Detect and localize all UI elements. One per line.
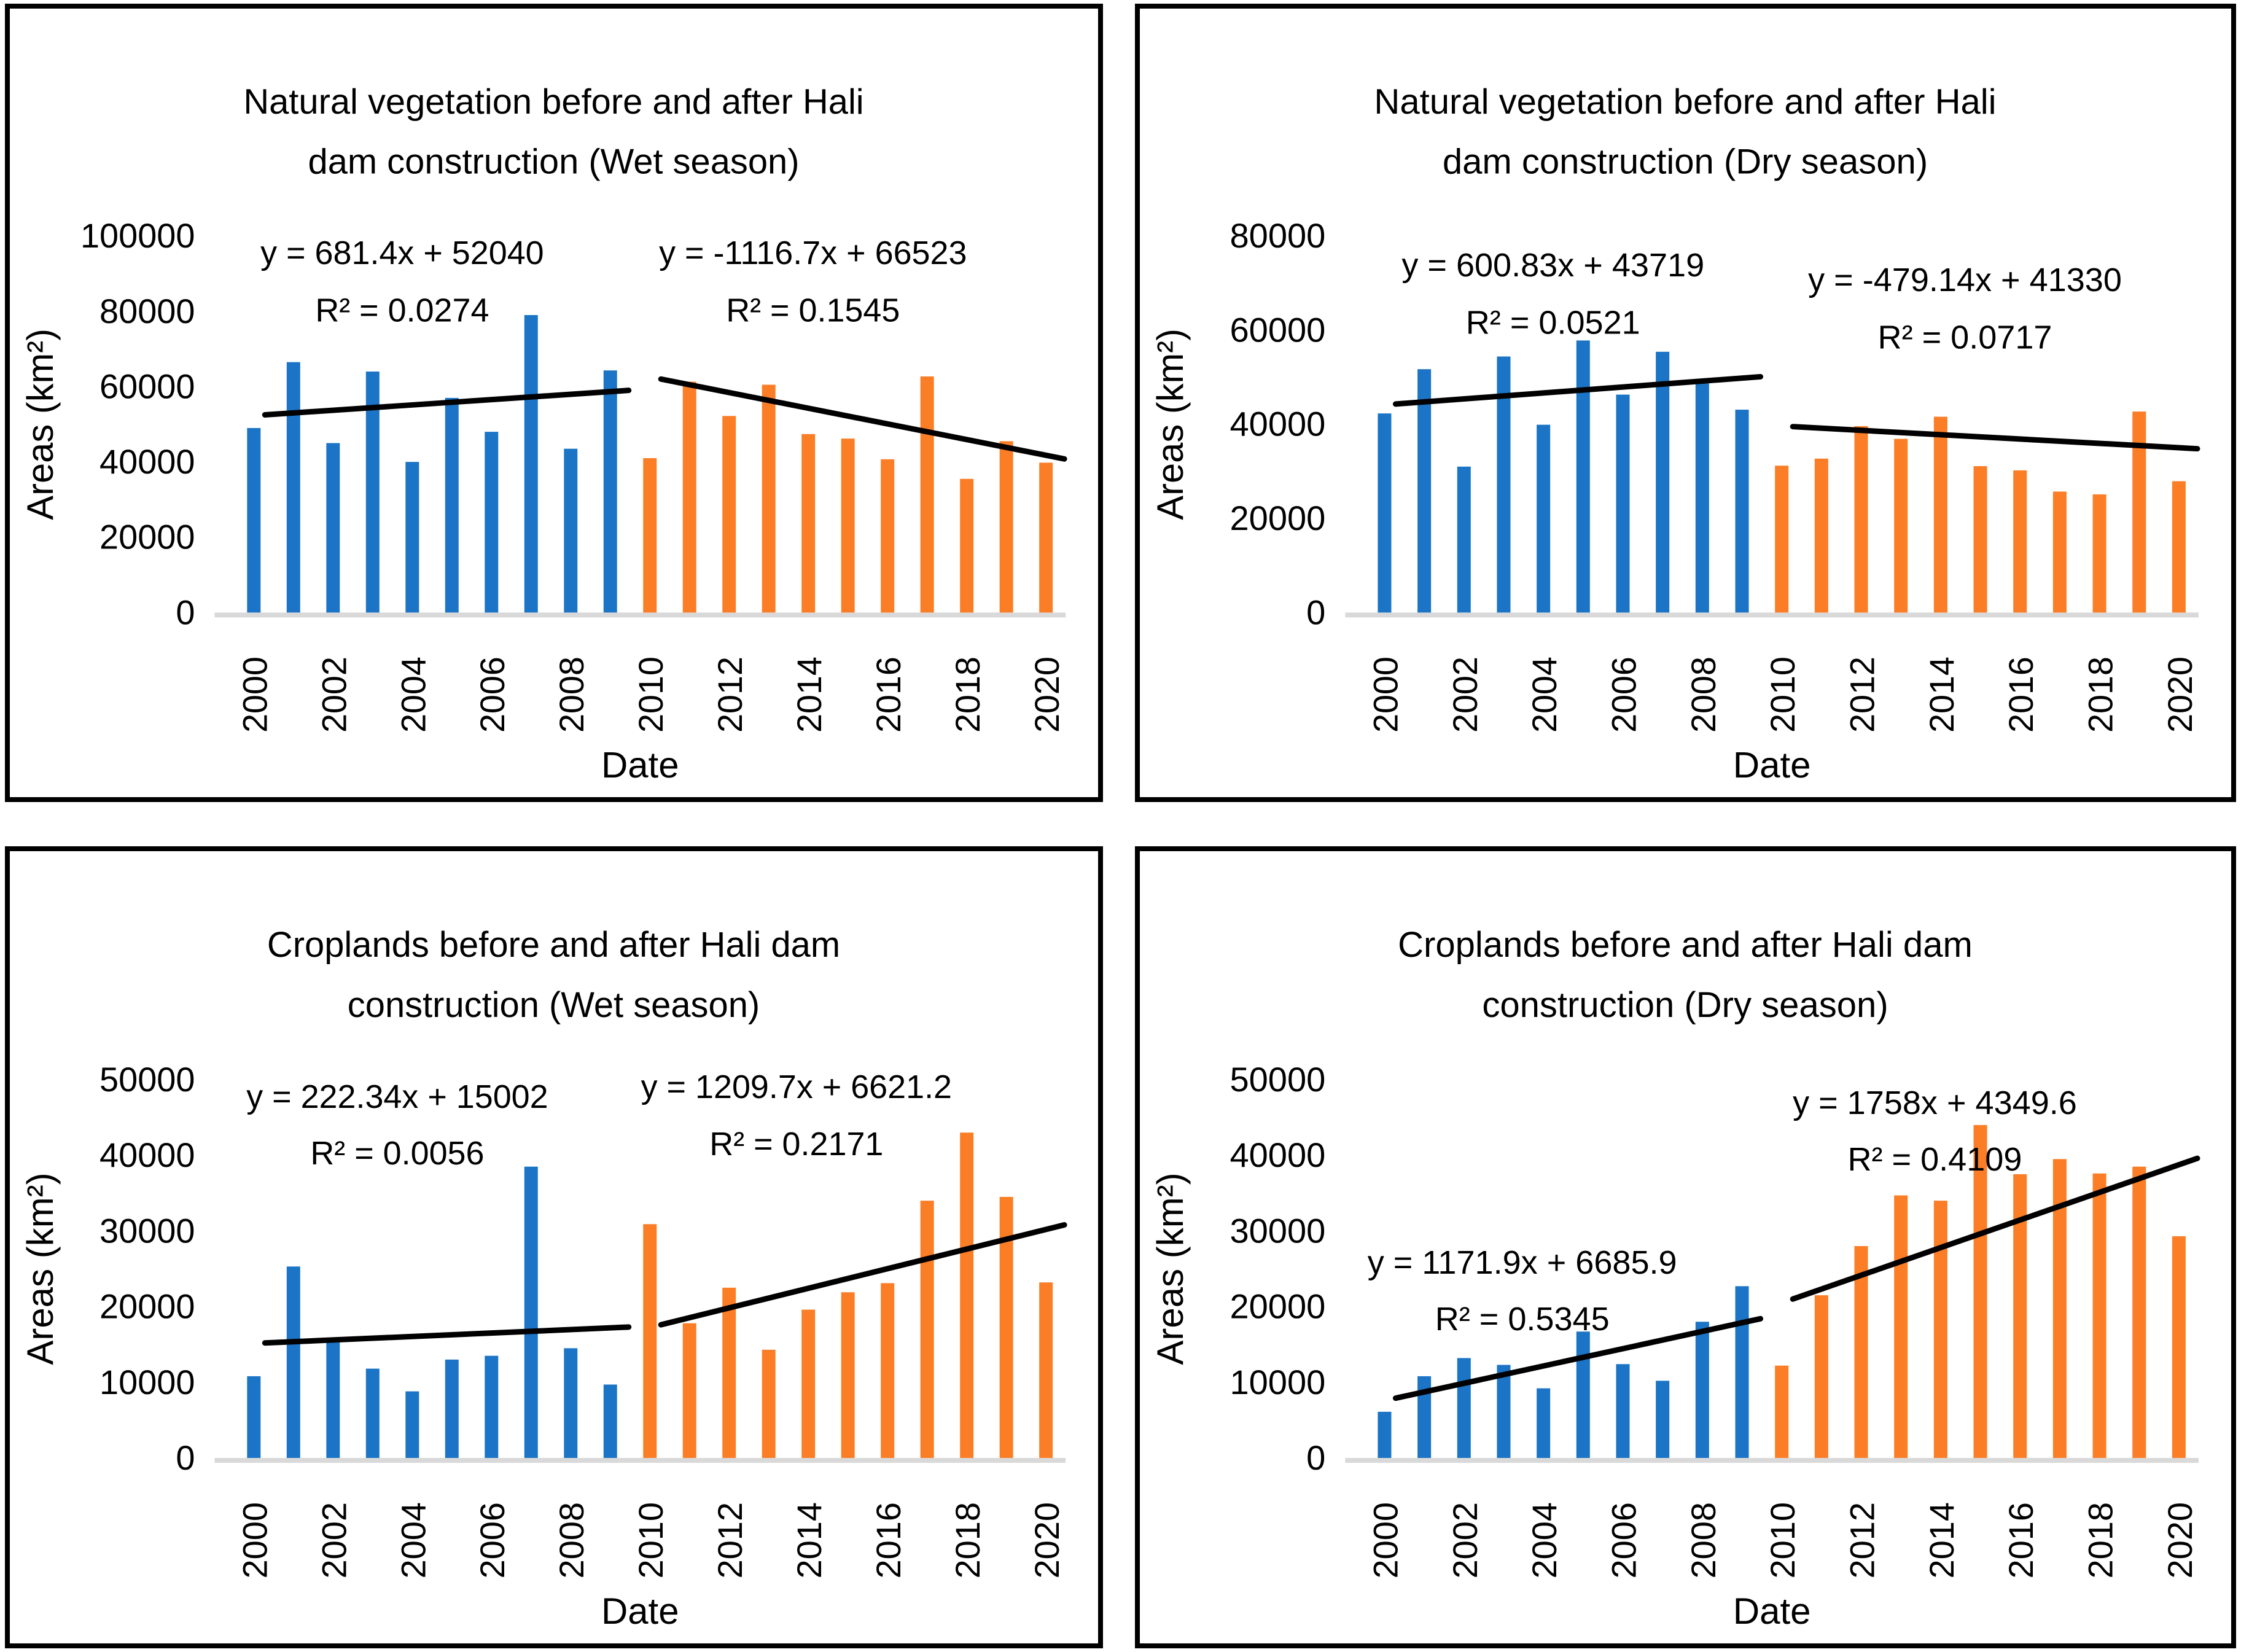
xtick-2014: 2014 (790, 1502, 829, 1579)
bar-2006 (1616, 1364, 1629, 1458)
xtick-2008: 2008 (552, 1502, 591, 1579)
ytick-100000: 100000 (80, 216, 195, 255)
bar-2008 (564, 1348, 577, 1458)
chart-panel-natural-vegetation-dry (1135, 4, 2236, 802)
chart-panel-natural-vegetation-wet (5, 4, 1103, 802)
xtick-2020: 2020 (1027, 1502, 1067, 1579)
x-axis-line (214, 612, 1066, 617)
ytick-40000: 40000 (1230, 404, 1326, 443)
xtick-2010: 2010 (1763, 1502, 1803, 1579)
equation-before: y = 600.83x + 43719 (1401, 247, 1705, 284)
bar-2000 (247, 428, 260, 612)
ytick-20000: 20000 (1230, 1287, 1326, 1326)
ytick-20000: 20000 (99, 1287, 195, 1326)
bar-2006 (485, 1356, 498, 1458)
chart-crop-wet (10, 851, 1098, 1643)
ytick-80000: 80000 (99, 291, 195, 330)
chart-panel-croplands-wet (5, 846, 1103, 1648)
chart-crop-dry (1140, 851, 2231, 1643)
xtick-2014: 2014 (1922, 657, 1961, 733)
xtick-2020: 2020 (1027, 657, 1067, 733)
xtick-2020: 2020 (2160, 1502, 2199, 1579)
xtick-2016: 2016 (2001, 1502, 2041, 1579)
bar-2002 (1457, 467, 1471, 613)
bar-2001 (287, 362, 300, 613)
bar-2014 (1934, 1201, 1947, 1458)
ytick-50000: 50000 (99, 1059, 195, 1099)
bar-2019 (2132, 411, 2146, 612)
bar-2018 (2093, 494, 2107, 612)
bar-2012 (1855, 426, 1868, 613)
equation-after: y = 1758x + 4349.6 (1793, 1085, 2077, 1121)
x-axis-title: Date (601, 1590, 679, 1632)
xtick-2006: 2006 (473, 657, 512, 733)
bar-2010 (1775, 466, 1788, 612)
bar-2000 (247, 1376, 260, 1458)
xtick-2016: 2016 (869, 1502, 908, 1579)
bar-2016 (2013, 470, 2027, 612)
ytick-0: 0 (1306, 593, 1326, 632)
chart-title-line2: dam construction (Wet season) (308, 142, 800, 182)
ytick-20000: 20000 (1230, 499, 1326, 537)
xtick-2004: 2004 (394, 1502, 433, 1579)
bar-2006 (1616, 395, 1629, 613)
bar-2003 (366, 1369, 380, 1458)
bar-2005 (1576, 1331, 1590, 1458)
bar-2019 (1000, 441, 1013, 612)
bar-2017 (921, 376, 934, 612)
xtick-2012: 2012 (711, 1502, 750, 1579)
ytick-10000: 10000 (99, 1362, 195, 1401)
xtick-2000: 2000 (235, 657, 275, 733)
xtick-2008: 2008 (552, 657, 591, 733)
x-axis-title: Date (1732, 1591, 1811, 1632)
bar-2011 (683, 382, 696, 613)
bar-2002 (1457, 1358, 1471, 1458)
chart-panel-croplands-dry (1135, 846, 2236, 1648)
xtick-2004: 2004 (1525, 1502, 1564, 1579)
equation-after: y = -479.14x + 41330 (1808, 261, 2122, 298)
x-axis-line (214, 1458, 1066, 1463)
ytick-60000: 60000 (99, 367, 195, 406)
bar-2007 (1656, 1381, 1669, 1458)
bar-2002 (326, 443, 340, 612)
chart-title-line2: dam construction (Dry season) (1442, 142, 1928, 182)
r-squared-before: R² = 0.0274 (315, 292, 489, 329)
xtick-2000: 2000 (1366, 657, 1405, 733)
bar-2015 (1974, 466, 1987, 612)
bar-2004 (405, 462, 419, 612)
ytick-80000: 80000 (1230, 216, 1326, 255)
bar-2014 (801, 434, 815, 613)
bar-2002 (326, 1341, 340, 1458)
equation-before: y = 1171.9x + 6685.9 (1367, 1244, 1677, 1281)
x-axis-line (1345, 612, 2199, 617)
xtick-2014: 2014 (790, 657, 829, 733)
y-axis-title: Areas (km²) (19, 1172, 61, 1365)
ytick-0: 0 (176, 593, 195, 632)
bar-2010 (1775, 1366, 1788, 1458)
r-squared-before: R² = 0.0521 (1465, 304, 1640, 341)
xtick-2006: 2006 (1604, 657, 1643, 733)
bar-2007 (1656, 352, 1669, 613)
bar-2017 (921, 1201, 934, 1458)
ytick-50000: 50000 (1230, 1060, 1326, 1099)
y-axis-title: Areas (km²) (19, 328, 61, 520)
bar-2007 (524, 315, 538, 612)
bar-2009 (604, 1384, 617, 1458)
y-axis-title: Areas (km²) (1150, 1172, 1191, 1365)
bar-2004 (405, 1392, 419, 1458)
bar-2012 (722, 416, 736, 612)
xtick-2018: 2018 (2081, 1502, 2120, 1579)
chart-title-line1: Natural vegetation before and after Hali (243, 82, 864, 122)
r-squared-after: R² = 0.2171 (709, 1125, 884, 1163)
x-axis-line (1345, 1458, 2199, 1463)
bar-2009 (604, 370, 617, 612)
ytick-30000: 30000 (1230, 1211, 1326, 1250)
bar-2004 (1537, 425, 1550, 613)
bar-2001 (287, 1266, 300, 1458)
bar-2010 (643, 1224, 657, 1458)
xtick-2016: 2016 (869, 657, 908, 733)
equation-before: y = 681.4x + 52040 (260, 235, 544, 272)
bar-2000 (1378, 1412, 1391, 1458)
xtick-2002: 2002 (1445, 1502, 1484, 1579)
bar-2014 (801, 1310, 815, 1458)
equation-after: y = 1209.7x + 6621.2 (641, 1068, 953, 1106)
xtick-2002: 2002 (314, 657, 354, 733)
bar-2020 (2172, 1236, 2186, 1458)
ytick-40000: 40000 (99, 1136, 195, 1175)
bar-2015 (841, 438, 855, 612)
bar-2016 (881, 459, 894, 613)
bar-2008 (1696, 383, 1709, 612)
r-squared-after: R² = 0.4109 (1847, 1141, 2022, 1178)
bar-2012 (722, 1288, 736, 1458)
bar-2011 (683, 1323, 696, 1458)
chart-nv-dry (1140, 9, 2231, 797)
xtick-2008: 2008 (1683, 657, 1723, 733)
bar-2009 (1735, 410, 1748, 612)
xtick-2004: 2004 (394, 657, 433, 733)
x-axis-title: Date (1732, 744, 1811, 786)
bar-2019 (2132, 1167, 2146, 1458)
bar-2004 (1537, 1389, 1550, 1458)
xtick-2020: 2020 (2160, 657, 2199, 733)
bar-2013 (762, 1350, 776, 1458)
xtick-2012: 2012 (711, 657, 750, 733)
bar-2018 (2093, 1174, 2107, 1458)
ytick-40000: 40000 (99, 442, 195, 481)
equation-after: y = -1116.7x + 66523 (659, 235, 967, 272)
bar-2013 (1894, 1195, 1908, 1458)
x-axis-title: Date (601, 744, 679, 786)
bar-2005 (1576, 340, 1590, 612)
bar-2013 (762, 384, 776, 612)
chart-title-line2: construction (Wet season) (347, 985, 760, 1026)
bar-2011 (1815, 459, 1828, 613)
xtick-2010: 2010 (1763, 657, 1803, 733)
chart-title-line1: Croplands before and after Hali dam (267, 925, 841, 965)
bar-2018 (960, 479, 973, 613)
bar-2014 (1934, 417, 1947, 613)
bar-2007 (524, 1167, 538, 1458)
xtick-2012: 2012 (1842, 657, 1882, 733)
ytick-60000: 60000 (1230, 310, 1326, 349)
trendline-after (661, 379, 1064, 459)
bar-2006 (485, 432, 498, 612)
bar-2015 (841, 1292, 855, 1458)
chart-title-line1: Croplands before and after Hali dam (1398, 925, 1973, 965)
xtick-2004: 2004 (1525, 657, 1564, 733)
bar-2005 (445, 398, 459, 612)
bar-2008 (1696, 1322, 1709, 1458)
xtick-2002: 2002 (1445, 657, 1484, 733)
equation-before: y = 222.34x + 15002 (246, 1078, 548, 1116)
ytick-0: 0 (176, 1438, 195, 1478)
xtick-2008: 2008 (1683, 1502, 1723, 1579)
bar-2011 (1815, 1295, 1828, 1458)
bar-2020 (2172, 481, 2186, 613)
xtick-2012: 2012 (1842, 1502, 1882, 1579)
ytick-40000: 40000 (1230, 1136, 1326, 1175)
xtick-2010: 2010 (631, 1502, 671, 1579)
bar-2010 (643, 458, 657, 612)
ytick-20000: 20000 (99, 517, 195, 556)
r-squared-before: R² = 0.0056 (310, 1134, 485, 1172)
r-squared-after: R² = 0.1545 (726, 292, 900, 329)
bar-2003 (1497, 1365, 1510, 1458)
xtick-2000: 2000 (235, 1502, 275, 1579)
chart-title-line1: Natural vegetation before and after Hali (1374, 82, 1997, 122)
chart-title-line2: construction (Dry season) (1482, 985, 1888, 1025)
bar-2009 (1735, 1286, 1748, 1458)
chart-nv-wet (10, 9, 1098, 797)
xtick-2018: 2018 (948, 1502, 988, 1579)
ytick-30000: 30000 (99, 1211, 195, 1250)
ytick-0: 0 (1306, 1438, 1326, 1477)
bar-2017 (2053, 491, 2067, 612)
ytick-10000: 10000 (1230, 1362, 1326, 1401)
bar-2018 (960, 1132, 973, 1458)
xtick-2006: 2006 (473, 1502, 512, 1579)
bar-2020 (1039, 1282, 1053, 1458)
r-squared-after: R² = 0.0717 (1877, 319, 2052, 356)
trendline-before (265, 1327, 628, 1343)
y-axis-title: Areas (km²) (1149, 328, 1191, 520)
bar-2008 (564, 449, 577, 613)
xtick-2014: 2014 (1922, 1502, 1961, 1579)
xtick-2006: 2006 (1604, 1502, 1643, 1579)
xtick-2010: 2010 (631, 657, 671, 733)
xtick-2018: 2018 (948, 657, 988, 733)
bar-2001 (1417, 369, 1431, 612)
bar-2013 (1894, 439, 1908, 613)
xtick-2016: 2016 (2001, 657, 2041, 733)
bar-2016 (881, 1283, 894, 1458)
bar-2005 (445, 1360, 459, 1458)
xtick-2018: 2018 (2081, 657, 2120, 733)
r-squared-before: R² = 0.5345 (1435, 1301, 1610, 1338)
bar-2020 (1039, 462, 1053, 612)
xtick-2002: 2002 (314, 1502, 354, 1579)
bar-2000 (1378, 413, 1391, 612)
xtick-2000: 2000 (1366, 1502, 1405, 1579)
